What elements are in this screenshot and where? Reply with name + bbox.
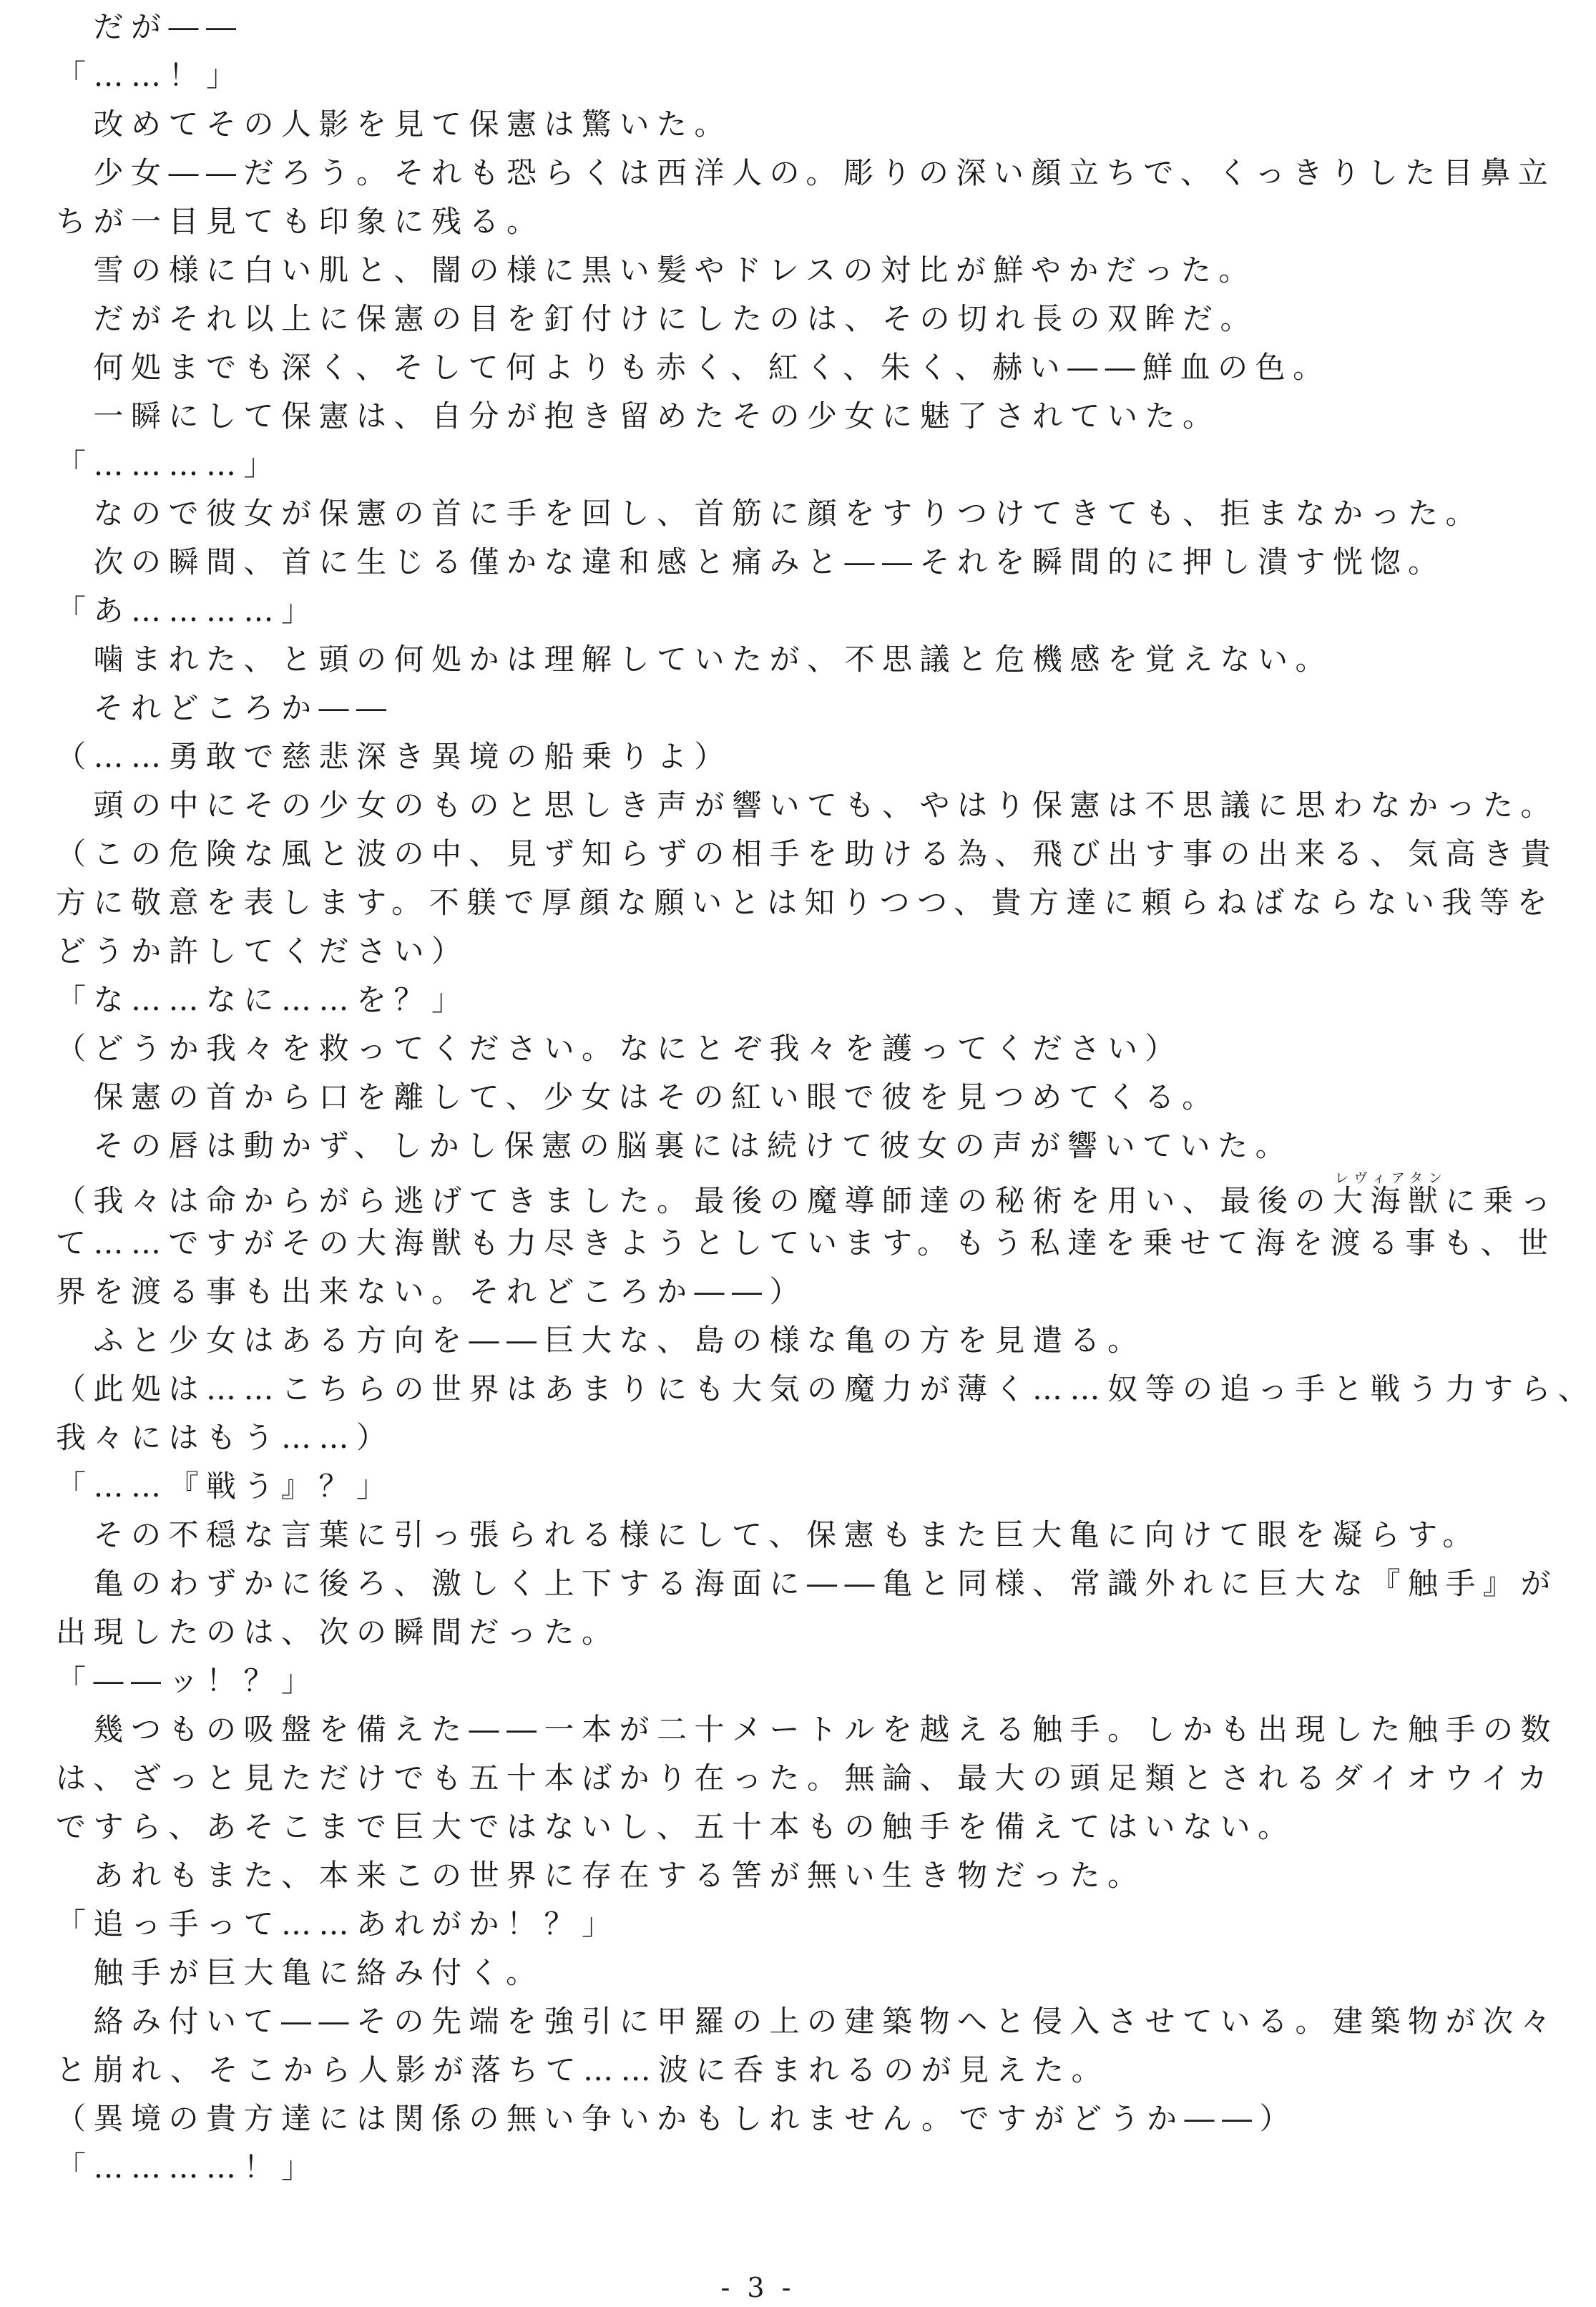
text-line: て……ですがその大海獣も力尽きようとしています。もう私達を乗せて海を渡る事も、世 bbox=[56, 1225, 1556, 1260]
text-line: 一瞬にして保憲は、自分が抱き留めたその少女に魅了されていた。 bbox=[56, 398, 1220, 434]
text-line: ふと少女はある方向を――巨大な、島の様な亀の方を見遣る。 bbox=[56, 1323, 1145, 1358]
text-line: 雪の様に白い肌と、闇の様に黒い髪やドレスの対比が鮮やかだった。 bbox=[56, 253, 1256, 288]
text-line: ですら、あそこまで巨大ではないし、五十本もの触手を備えてはいない。 bbox=[56, 1809, 1296, 1844]
text-line: 少女――だろう。それも恐らくは西洋人の。彫りの深い顔立ちで、くっきりした目鼻立 bbox=[56, 155, 1556, 190]
text-line: 噛まれた、と頭の何処かは理解していたが、不思議と危機感を覚えない。 bbox=[56, 642, 1333, 677]
text-line: その不穏な言葉に引っ張られる様にして、保憲もまた巨大亀に向けて眼を凝らす。 bbox=[56, 1517, 1480, 1552]
text-line: と崩れ、そこから人影が落ちて……波に呑まれるのが見えた。 bbox=[56, 2052, 1110, 2087]
text-line: 頭の中にその少女のものと思しき声が響いても、やはり保憲は不思議に思わなかった。 bbox=[56, 788, 1559, 823]
text-line: 「――ッ！？」 bbox=[56, 1663, 319, 1698]
text-line: だがそれ以上に保憲の目を釘付けにしたのは、その切れ長の双眸だ。 bbox=[56, 301, 1258, 336]
text-line: （この危険な風と波の中、見ず知らずの相手を助ける為、飛び出す事の出来る、気高き貴 bbox=[56, 836, 1559, 871]
text-line: 方に敬意を表します。不躾で厚顔な願いとは知りつつ、貴方達に頼らねばならない我等を bbox=[56, 885, 1555, 920]
text-line: それどころか―― bbox=[56, 690, 394, 725]
text-line: だが―― bbox=[56, 9, 244, 44]
ruby-annotation bbox=[1333, 1170, 1446, 1218]
text-line: 亀のわずかに後ろ、激しく上下する海面に――亀と同様、常識外れに巨大な『触手』が bbox=[56, 1566, 1559, 1601]
text-line bbox=[56, 1170, 1559, 1219]
text-line: 幾つもの吸盤を備えた――一本が二十メートルを越える触手。しかも出現した触手の数 bbox=[56, 1712, 1559, 1747]
text-line: 改めてその人影を見て保憲は驚いた。 bbox=[56, 107, 733, 142]
text-line: 絡み付いて――その先端を強引に甲羅の上の建築物へと侵入させている。建築物が次々 bbox=[56, 2004, 1559, 2039]
text-line: （どうか我々を救ってください。なにとぞ我々を護ってください） bbox=[56, 1031, 1183, 1066]
text-line: 「……『戦う』？」 bbox=[56, 1469, 394, 1504]
text-line: 「追っ手って……あれがか！？」 bbox=[56, 1906, 620, 1941]
text-line: ちが一目見ても印象に残る。 bbox=[56, 204, 544, 239]
ruby-base: 大海獣 bbox=[1333, 1183, 1446, 1218]
text-line: 次の瞬間、首に生じる僅かな違和感と痛みと――それを瞬間的に押し潰す恍惚。 bbox=[56, 544, 1446, 579]
text-line: どうか許してください） bbox=[56, 934, 469, 969]
text-line: 保憲の首から口を離して、少女はその紅い眼で彼を見つめてくる。 bbox=[56, 1079, 1220, 1115]
text-line: 我々にはもう……） bbox=[56, 1420, 394, 1455]
text-line: （異境の貴方達には関係の無い争いかもしれません。ですがどうか――） bbox=[56, 2101, 1298, 2136]
text-line: その唇は動かず、しかし保憲の脳裏には続けて彼女の声が響いていた。 bbox=[56, 1128, 1293, 1163]
text-line: なので彼女が保憲の首に手を回し、首筋に顔をすりつけてきても、拒まなかった。 bbox=[56, 496, 1484, 531]
text-line: 出現したのは、次の瞬間だった。 bbox=[56, 1615, 620, 1650]
text-line: 何処までも深く、そして何よりも赤く、紅く、朱く、赫い――鮮血の色。 bbox=[56, 350, 1331, 385]
text-line: 「…………！」 bbox=[56, 2150, 319, 2185]
text-line: 「……！」 bbox=[56, 58, 244, 93]
text-line: 「…………」 bbox=[56, 447, 282, 482]
text-line: 「あ…………」 bbox=[56, 593, 319, 628]
text-line: は、ざっと見ただけでも五十本ばかり在った。無論、最大の頭足類とされるダイオウイカ bbox=[56, 1760, 1555, 1796]
text-segment: に乗っ bbox=[1445, 1183, 1559, 1218]
text-line: あれもまた、本来この世界に存在する筈が無い生き物だった。 bbox=[56, 1858, 1145, 1893]
text-segment: （我々は命からがら逃げてきました。最後の魔導師達の秘術を用い、最後の bbox=[56, 1183, 1333, 1218]
text-line: 触手が巨大亀に絡み付く。 bbox=[56, 1955, 544, 1990]
page-number: - 3 - bbox=[720, 2272, 795, 2303]
body-text bbox=[56, 3, 1596, 2192]
text-line: 「な……なに……を？」 bbox=[56, 982, 469, 1017]
text-line: （……勇敢で慈悲深き異境の船乗りよ） bbox=[56, 739, 733, 774]
ruby-reading: レヴィアタン bbox=[1333, 1170, 1446, 1186]
text-line: 界を渡る事も出来ない。それどころか――） bbox=[56, 1274, 808, 1309]
text-line: （此処は……こちらの世界はあまりにも大気の魔力が薄く……奴等の追っ手と戦う力すら、 bbox=[56, 1371, 1596, 1406]
